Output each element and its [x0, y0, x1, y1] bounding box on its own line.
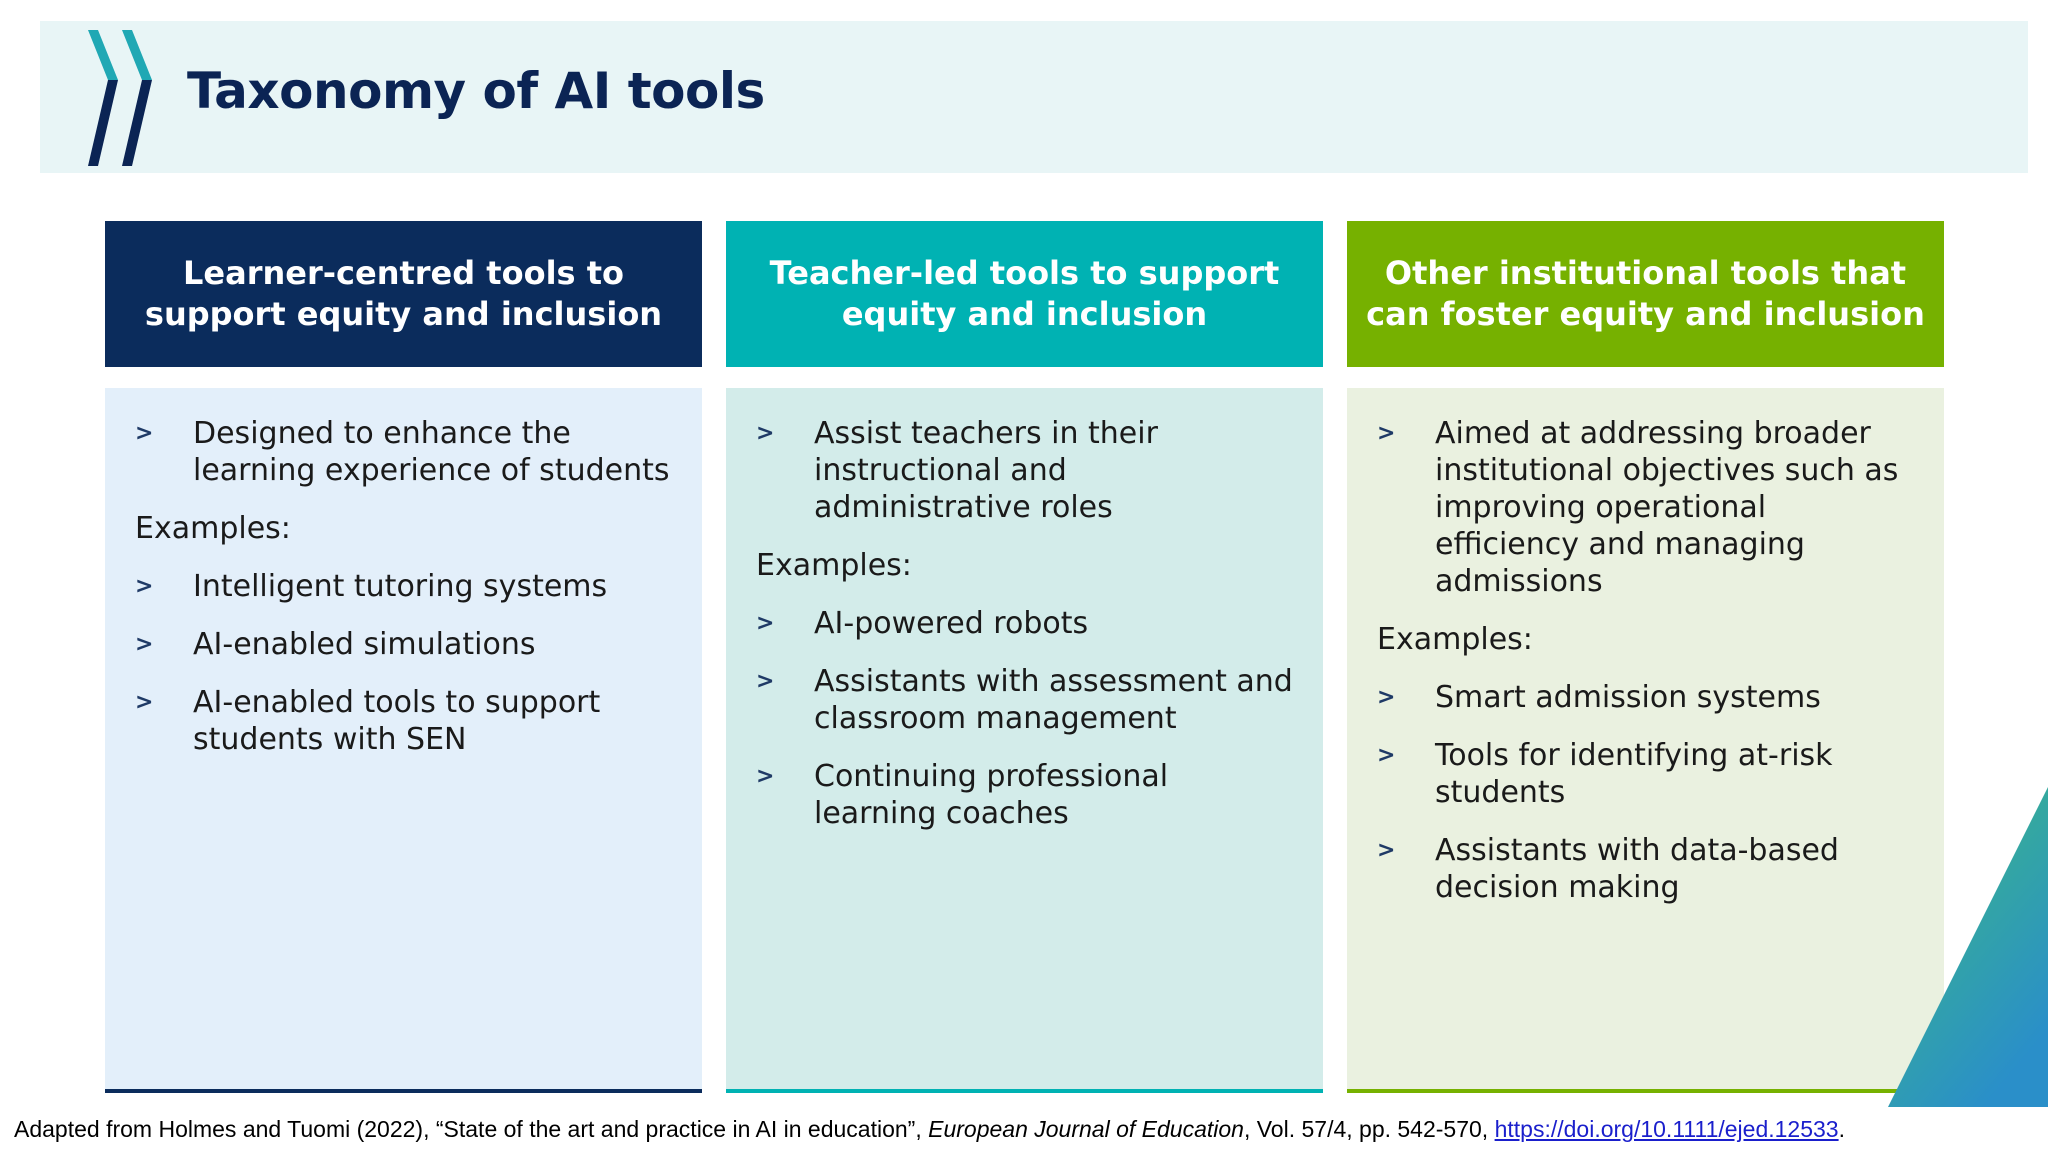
column-body-learner-centred — [105, 388, 702, 1093]
footnote-journal: European Journal of Education — [928, 1116, 1244, 1142]
page-title: Taxonomy of AI tools — [187, 62, 765, 120]
column-header-text: Learner-centred tools to support equity and inclusion — [144, 254, 663, 333]
intro-bullet — [1377, 415, 1914, 600]
example-text: Continuing professional learning coaches — [814, 759, 1169, 831]
example-item — [135, 626, 672, 663]
chevron-right-icon: > — [756, 421, 775, 446]
example-item — [1377, 832, 1914, 906]
chevron-right-icon: > — [756, 764, 775, 789]
chevron-right-icon: > — [756, 669, 775, 694]
intro-text: Aimed at addressing broader institutional objectives such as improving operational efficiency and managing admissions — [1435, 416, 1899, 599]
example-text: Assistants with data-based decision making — [1435, 833, 1839, 905]
example-text: Tools for identifying at-risk students — [1435, 738, 1833, 810]
source-footnote — [14, 1116, 1845, 1143]
doi-link[interactable]: https://doi.org/10.1111/ejed.12533 — [1494, 1116, 1839, 1142]
example-text: Intelligent tutoring systems — [193, 569, 608, 604]
example-item — [135, 568, 672, 605]
chevron-right-icon: > — [135, 690, 154, 715]
chevron-right-icon: > — [756, 611, 775, 636]
column-header-text: Other institutional tools that can foster equity and inclusion — [1366, 254, 1925, 333]
examples-label: Examples: — [1377, 622, 1533, 657]
footnote-prefix: Adapted from Holmes and Tuomi (2022), “State of the art and practice in AI in education”, — [14, 1116, 929, 1142]
example-text: Smart admission systems — [1435, 680, 1821, 715]
column-body-teacher-led — [726, 388, 1323, 1093]
intro-text: Assist teachers in their instructional and administrative roles — [814, 416, 1158, 525]
chevron-right-icon: > — [1377, 685, 1396, 710]
example-item — [756, 663, 1293, 737]
chevron-right-icon: > — [135, 632, 154, 657]
column-header-institutional — [1347, 221, 1944, 367]
chevron-right-icon: > — [1377, 421, 1396, 446]
oecd-logo — [88, 30, 156, 166]
column-header-text: Teacher-led tools to support equity and inclusion — [769, 254, 1280, 333]
column-header-teacher-led — [726, 221, 1323, 367]
example-text: AI-powered robots — [814, 606, 1089, 641]
footnote-middle: , Vol. 57/4, pp. 542-570, — [1243, 1116, 1495, 1142]
example-text: Assistants with assessment and classroom management — [814, 664, 1293, 736]
footnote-suffix: . — [1838, 1116, 1845, 1142]
example-item — [756, 758, 1293, 832]
example-text: AI-enabled tools to support students with SEN — [193, 685, 601, 757]
intro-text: Designed to enhance the learning experience of students — [193, 416, 670, 488]
chevron-right-icon: > — [1377, 838, 1396, 863]
examples-label: Examples: — [756, 548, 912, 583]
example-text: AI-enabled simulations — [193, 627, 536, 662]
example-item — [756, 605, 1293, 642]
intro-bullet — [756, 415, 1293, 526]
chevron-right-icon: > — [135, 574, 154, 599]
example-item — [1377, 737, 1914, 811]
examples-label: Examples: — [135, 511, 291, 546]
chevron-right-icon: > — [135, 421, 154, 446]
chevron-right-icon: > — [1377, 743, 1396, 768]
example-item — [1377, 679, 1914, 716]
intro-bullet — [135, 415, 672, 489]
example-item — [135, 684, 672, 758]
corner-decoration — [1888, 787, 2048, 1107]
column-header-learner-centred — [105, 221, 702, 367]
column-body-institutional — [1347, 388, 1944, 1093]
